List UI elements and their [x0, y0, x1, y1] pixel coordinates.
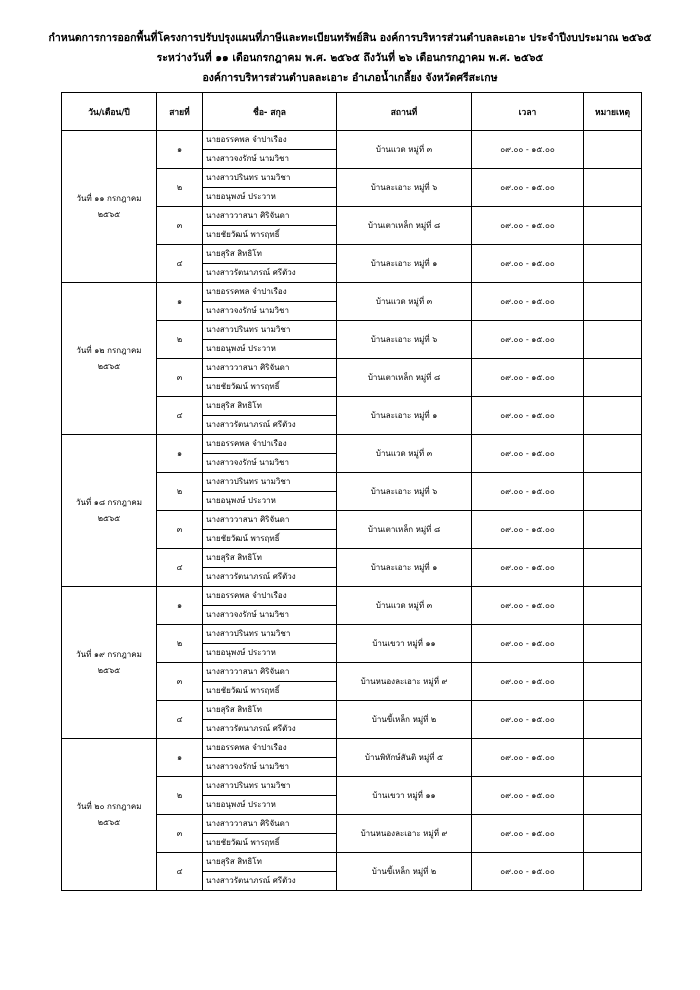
- date-year: ๒๕๖๕: [97, 361, 121, 371]
- place-cell: บ้านแวด หมู่ที่ ๓: [337, 587, 472, 625]
- route-number: ๑: [157, 587, 203, 625]
- place-cell: บ้านละเอาะ หมู่ที่ ๖: [337, 169, 472, 207]
- place-cell: บ้านแวด หมู่ที่ ๓: [337, 131, 472, 169]
- person-name: นายอนุพงษ์ ประวาห: [203, 188, 337, 207]
- person-name: นางสาวปรินทร นามวิชา: [203, 777, 337, 796]
- time-cell: ๐๙.๐๐ - ๑๕.๐๐: [472, 245, 584, 283]
- table-header-row: [62, 93, 642, 131]
- col-header-name: ชื่อ- สกุล: [203, 93, 337, 131]
- note-cell: [584, 701, 642, 739]
- route-number: ๓: [157, 511, 203, 549]
- route-number: ๒: [157, 321, 203, 359]
- person-name: นายชัยวัฒน์ พารฤทธิ์: [203, 530, 337, 549]
- note-cell: [584, 739, 642, 777]
- route-number: ๑: [157, 131, 203, 169]
- date-line: วันที่ ๒๐ กรกฎาคม: [76, 801, 142, 811]
- date-year: ๒๕๖๕: [97, 817, 121, 827]
- person-name: นายสุริส สิทธิโท: [203, 701, 337, 720]
- note-cell: [584, 853, 642, 891]
- place-cell: บ้านละเอาะ หมู่ที่ ๑: [337, 245, 472, 283]
- person-name: นายสุริส สิทธิโท: [203, 549, 337, 568]
- table-row: [62, 131, 642, 150]
- place-cell: บ้านละเอาะ หมู่ที่ ๑: [337, 549, 472, 587]
- place-cell: บ้านขี้เหล็ก หมู่ที่ ๒: [337, 701, 472, 739]
- place-cell: บ้านละเอาะ หมู่ที่ ๖: [337, 321, 472, 359]
- time-cell: ๐๙.๐๐ - ๑๕.๐๐: [472, 549, 584, 587]
- note-cell: [584, 359, 642, 397]
- person-name: นายอนุพงษ์ ประวาห: [203, 492, 337, 511]
- time-cell: ๐๙.๐๐ - ๑๕.๐๐: [472, 777, 584, 815]
- route-number: ๒: [157, 169, 203, 207]
- schedule-table: [61, 92, 642, 891]
- time-cell: ๐๙.๐๐ - ๑๕.๐๐: [472, 815, 584, 853]
- note-cell: [584, 397, 642, 435]
- person-name: นางสาวรัตนาภรณ์ ศรีตัวง: [203, 264, 337, 283]
- route-number: ๔: [157, 549, 203, 587]
- person-name: นางสาววาสนา ศิริจันดา: [203, 359, 337, 378]
- place-cell: บ้านหนองละเอาะ หมู่ที่ ๙: [337, 663, 472, 701]
- place-cell: บ้านขี้เหล็ก หมู่ที่ ๒: [337, 853, 472, 891]
- col-header-place: สถานที่: [337, 93, 472, 131]
- date-year: ๒๕๖๕: [97, 665, 121, 675]
- person-name: นายอรรคพล จำปาเรือง: [203, 283, 337, 302]
- time-cell: ๐๙.๐๐ - ๑๕.๐๐: [472, 663, 584, 701]
- table-row: [62, 587, 642, 606]
- note-cell: [584, 587, 642, 625]
- col-header-time: เวลา: [472, 93, 584, 131]
- table-row: [62, 739, 642, 758]
- note-cell: [584, 777, 642, 815]
- route-number: ๒: [157, 777, 203, 815]
- route-number: ๒: [157, 473, 203, 511]
- person-name: นางสาววาสนา ศิริจันดา: [203, 815, 337, 834]
- person-name: นายชัยวัฒน์ พารฤทธิ์: [203, 834, 337, 853]
- time-cell: ๐๙.๐๐ - ๑๕.๐๐: [472, 169, 584, 207]
- person-name: นางสาวรัตนาภรณ์ ศรีตัวง: [203, 568, 337, 587]
- route-number: ๑: [157, 435, 203, 473]
- person-name: นายอรรคพล จำปาเรือง: [203, 587, 337, 606]
- person-name: นายอนุพงษ์ ประวาห: [203, 340, 337, 359]
- place-cell: บ้านเขวา หมู่ที่ ๑๑: [337, 777, 472, 815]
- note-cell: [584, 131, 642, 169]
- time-cell: ๐๙.๐๐ - ๑๕.๐๐: [472, 701, 584, 739]
- note-cell: [584, 207, 642, 245]
- schedule-body: [62, 131, 642, 891]
- route-number: ๓: [157, 663, 203, 701]
- date-cell: [62, 739, 157, 891]
- place-cell: บ้านแวด หมู่ที่ ๓: [337, 283, 472, 321]
- route-number: ๔: [157, 245, 203, 283]
- date-year: ๒๕๖๕: [97, 513, 121, 523]
- date-year: ๒๕๖๕: [97, 209, 121, 219]
- title-line-3: องค์การบริหารส่วนตำบลละเอาะ อำเภอน้ำเกลี้ยง จังหวัดศรีสะเกษ: [202, 72, 498, 84]
- place-cell: บ้านหนองละเอาะ หมู่ที่ ๙: [337, 815, 472, 853]
- person-name: นางสาวรัตนาภรณ์ ศรีตัวง: [203, 872, 337, 891]
- route-number: ๓: [157, 815, 203, 853]
- col-header-route: สายที่: [157, 93, 203, 131]
- route-number: ๔: [157, 853, 203, 891]
- date-cell: [62, 131, 157, 283]
- date-line: วันที่ ๑๑ กรกฎาคม: [76, 193, 142, 203]
- place-cell: บ้านเตาเหล็ก หมู่ที่ ๘: [337, 207, 472, 245]
- col-header-note: หมายเหตุ: [584, 93, 642, 131]
- note-cell: [584, 435, 642, 473]
- person-name: นายอนุพงษ์ ประวาห: [203, 796, 337, 815]
- time-cell: ๐๙.๐๐ - ๑๕.๐๐: [472, 853, 584, 891]
- time-cell: ๐๙.๐๐ - ๑๕.๐๐: [472, 359, 584, 397]
- place-cell: บ้านเตาเหล็ก หมู่ที่ ๘: [337, 511, 472, 549]
- person-name: นายอรรคพล จำปาเรือง: [203, 739, 337, 758]
- note-cell: [584, 245, 642, 283]
- person-name: นางสาวปรินทร นามวิชา: [203, 473, 337, 492]
- note-cell: [584, 473, 642, 511]
- place-cell: บ้านแวด หมู่ที่ ๓: [337, 435, 472, 473]
- person-name: นางสาววาสนา ศิริจันดา: [203, 663, 337, 682]
- route-number: ๔: [157, 701, 203, 739]
- note-cell: [584, 169, 642, 207]
- person-name: นางสาวจงรักษ์ นามวิชา: [203, 454, 337, 473]
- person-name: นางสาววาสนา ศิริจันดา: [203, 511, 337, 530]
- person-name: นางสาวจงรักษ์ นามวิชา: [203, 758, 337, 777]
- note-cell: [584, 549, 642, 587]
- person-name: นางสาวรัตนาภรณ์ ศรีตัวง: [203, 720, 337, 739]
- time-cell: ๐๙.๐๐ - ๑๕.๐๐: [472, 283, 584, 321]
- person-name: นายสุริส สิทธิโท: [203, 853, 337, 872]
- person-name: นางสาวปรินทร นามวิชา: [203, 169, 337, 188]
- place-cell: บ้านเขวา หมู่ที่ ๑๑: [337, 625, 472, 663]
- person-name: นายสุริส สิทธิโท: [203, 245, 337, 264]
- note-cell: [584, 283, 642, 321]
- route-number: ๑: [157, 283, 203, 321]
- note-cell: [584, 321, 642, 359]
- col-header-date: วัน/เดือน/ปี: [62, 93, 157, 131]
- time-cell: ๐๙.๐๐ - ๑๕.๐๐: [472, 473, 584, 511]
- person-name: นายชัยวัฒน์ พารฤทธิ์: [203, 226, 337, 245]
- person-name: นายชัยวัฒน์ พารฤทธิ์: [203, 682, 337, 701]
- note-cell: [584, 815, 642, 853]
- time-cell: ๐๙.๐๐ - ๑๕.๐๐: [472, 397, 584, 435]
- time-cell: ๐๙.๐๐ - ๑๕.๐๐: [472, 321, 584, 359]
- route-number: ๒: [157, 625, 203, 663]
- person-name: นางสาวจงรักษ์ นามวิชา: [203, 606, 337, 625]
- person-name: นางสาวปรินทร นามวิชา: [203, 321, 337, 340]
- document-header: [0, 28, 700, 88]
- note-cell: [584, 625, 642, 663]
- person-name: นายชัยวัฒน์ พารฤทธิ์: [203, 378, 337, 397]
- person-name: นางสาวปรินทร นามวิชา: [203, 625, 337, 644]
- person-name: นายอนุพงษ์ ประวาห: [203, 644, 337, 663]
- date-cell: [62, 283, 157, 435]
- table-row: [62, 435, 642, 454]
- note-cell: [584, 511, 642, 549]
- time-cell: ๐๙.๐๐ - ๑๕.๐๐: [472, 625, 584, 663]
- person-name: นางสาววาสนา ศิริจันดา: [203, 207, 337, 226]
- table-row: [62, 283, 642, 302]
- date-line: วันที่ ๑๘ กรกฎาคม: [75, 497, 143, 507]
- route-number: ๑: [157, 739, 203, 777]
- route-number: ๔: [157, 397, 203, 435]
- person-name: นางสาวจงรักษ์ นามวิชา: [203, 302, 337, 321]
- person-name: นางสาวรัตนาภรณ์ ศรีตัวง: [203, 416, 337, 435]
- time-cell: ๐๙.๐๐ - ๑๕.๐๐: [472, 131, 584, 169]
- place-cell: บ้านละเอาะ หมู่ที่ ๖: [337, 473, 472, 511]
- title-line-2: ระหว่างวันที่ ๑๑ เดือนกรกฎาคม พ.ศ. ๒๕๖๕ ถึงวันที่ ๒๖ เดือนกรกฎาคม พ.ศ. ๒๕๖๕: [156, 52, 544, 64]
- date-line: วันที่ ๑๒ กรกฎาคม: [76, 345, 142, 355]
- note-cell: [584, 663, 642, 701]
- person-name: นายอรรคพล จำปาเรือง: [203, 131, 337, 150]
- route-number: ๓: [157, 207, 203, 245]
- person-name: นายสุริส สิทธิโท: [203, 397, 337, 416]
- date-cell: [62, 587, 157, 739]
- route-number: ๓: [157, 359, 203, 397]
- place-cell: บ้านพิทักษ์สันติ หมู่ที่ ๕: [337, 739, 472, 777]
- title-line-1: กำหนดการการออกพื้นที่โครงการปรับปรุงแผนที่ภาษีและทะเบียนทรัพย์สิน องค์การบริหารส่วนตำบลละเอาะ ประจำปีงบประมาณ ๒๕๖๕: [48, 32, 652, 44]
- time-cell: ๐๙.๐๐ - ๑๕.๐๐: [472, 739, 584, 777]
- place-cell: บ้านเตาเหล็ก หมู่ที่ ๘: [337, 359, 472, 397]
- time-cell: ๐๙.๐๐ - ๑๕.๐๐: [472, 587, 584, 625]
- time-cell: ๐๙.๐๐ - ๑๕.๐๐: [472, 511, 584, 549]
- date-cell: [62, 435, 157, 587]
- place-cell: บ้านละเอาะ หมู่ที่ ๑: [337, 397, 472, 435]
- time-cell: ๐๙.๐๐ - ๑๕.๐๐: [472, 435, 584, 473]
- date-line: วันที่ ๑๙ กรกฎาคม: [76, 649, 142, 659]
- person-name: นางสาวจงรักษ์ นามวิชา: [203, 150, 337, 169]
- time-cell: ๐๙.๐๐ - ๑๕.๐๐: [472, 207, 584, 245]
- person-name: นายอรรคพล จำปาเรือง: [203, 435, 337, 454]
